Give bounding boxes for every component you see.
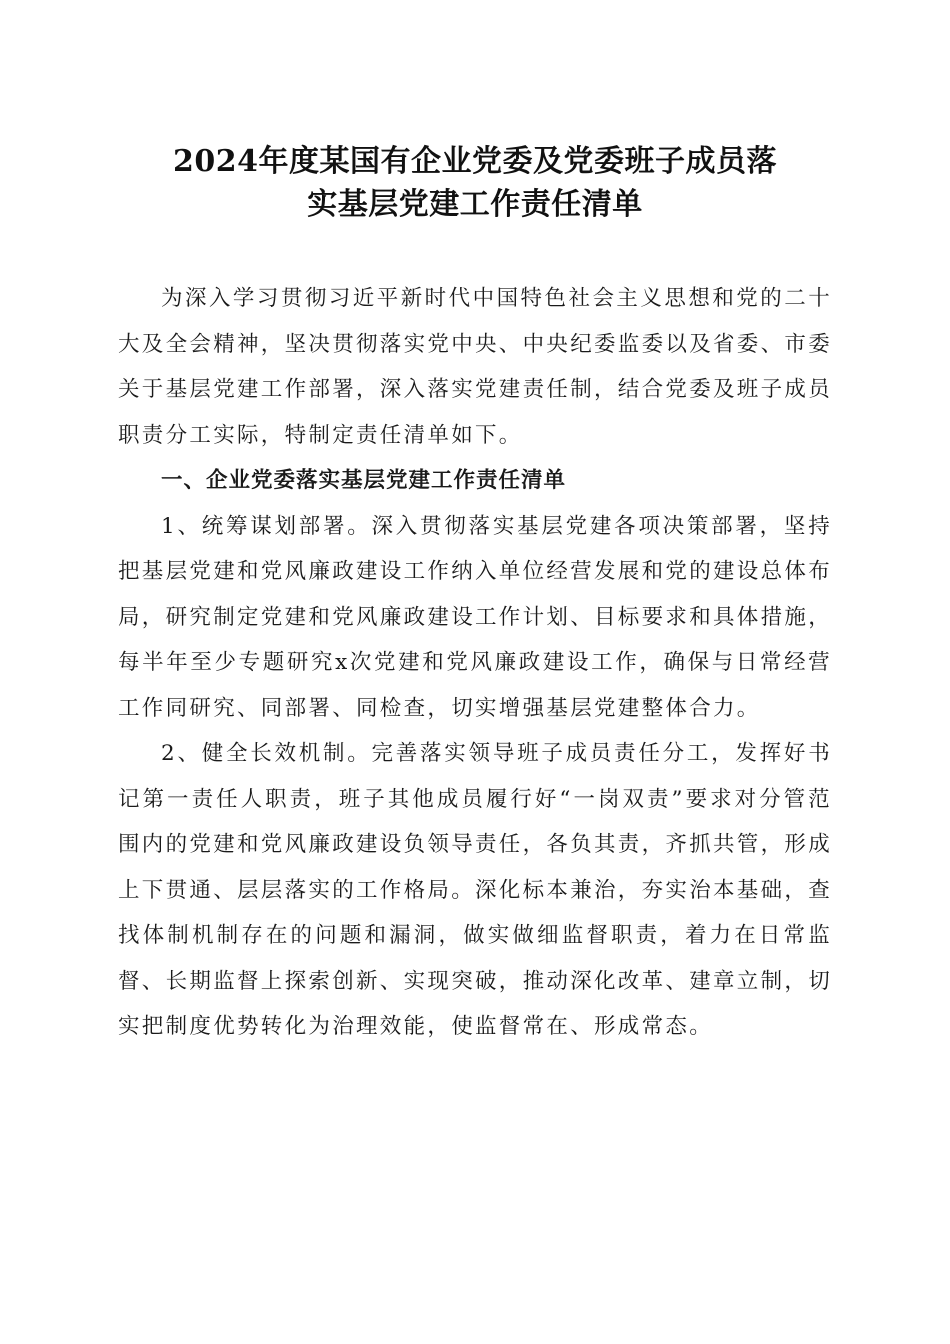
item-1-paragraph: 1、统筹谋划部署。深入贯彻落实基层党建各项决策部署，坚持把基层党建和党风廉政建设工作纳入单位经营发展和党的建设总体布局，研究制定党建和党风廉政建设工作计划、目标要求和具体措施，每半年至少专题研究x次党建和党风廉政建设工作，确保与日常经营工作同研究、同部署、同检查，切实增强基层党建整体合力。 bbox=[118, 513, 833, 721]
title-line-2: 实基层党建工作责任清单 bbox=[307, 187, 643, 222]
section-heading: 一、企业党委落实基层党建工作责任清单 bbox=[161, 468, 567, 493]
document-body bbox=[118, 276, 832, 1050]
intro-paragraph: 为深入学习贯彻习近平新时代中国特色社会主义思想和党的二十大及全会精神，坚决贯彻落实党中央、中央纪委监委以及省委、市委关于基层党建工作部署，深入落实党建责任制，结合党委及班子成员职责分工实际，特制定责任清单如下。 bbox=[118, 286, 833, 448]
title-line-1: 2024年度某国有企业党委及党委班子成员落 bbox=[173, 144, 777, 179]
item-2-paragraph: 2、健全长效机制。完善落实领导班子成员责任分工，发挥好书记第一责任人职责，班子其他成员履行好“一岗双责”要求对分管范围内的党建和党风廉政建设负领导责任，各负其责，齐抓共管，形成上下贯通、层层落实的工作格局。深化标本兼治，夯实治本基础，查找体制机制存在的问题和漏洞，做实做细监督职责，着力在日常监督、长期监督上探索创新、实现突破，推动深化改革、建章立制，切实把制度优势转化为治理效能，使监督常在、形成常态。 bbox=[118, 741, 833, 1039]
document-title bbox=[100, 140, 850, 226]
